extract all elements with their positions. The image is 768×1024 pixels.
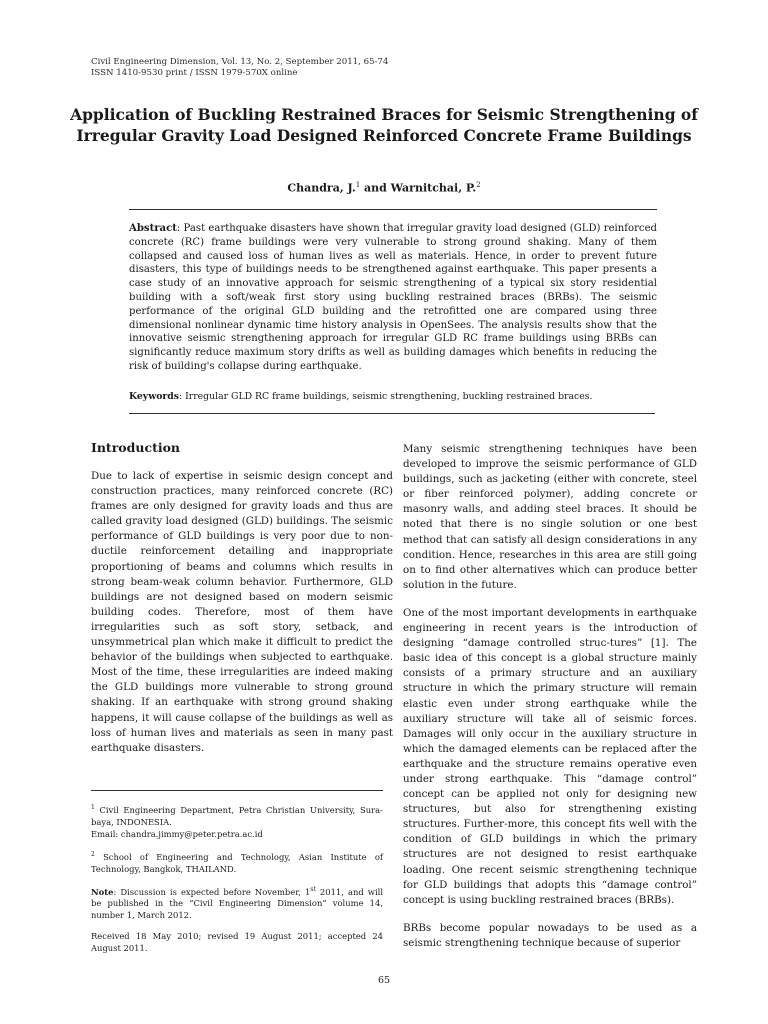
- author-2: Warnitchai, P.: [390, 181, 477, 195]
- footnote-2-text: School of Engineering and Technology, Asian Institute of Technology, Bangkok, THAILAND.: [91, 851, 383, 874]
- journal-header: [91, 57, 388, 79]
- footnote-1-mark: 1: [91, 804, 95, 811]
- paper-title: Application of Buckling Restrained Braces for Seismic Strengthening of Irregular Gravity Load Designed Reinforced Concrete Frame Buildings: [70, 105, 698, 145]
- author-1-affiliation-mark: 1: [355, 181, 361, 189]
- author-line: [70, 181, 698, 195]
- abstract-bottom-rule: [129, 413, 655, 414]
- journal-citation: Civil Engineering Dimension, Vol. 13, No. 2, September 2011, 65-74: [91, 57, 389, 67]
- footnote-2-mark: 2: [91, 850, 95, 858]
- footnote-1-email: Email: chandra.jimmy@peter.petra.ac.id: [91, 828, 263, 839]
- footnotes: [91, 802, 383, 963]
- intro-paragraph-2: Many seismic strengthening techniques have been developed to improve the seismic performance of GLD buildings, such as jacketing (either with concrete, steel or fiber reinforced polymer), adding concrete or masonry walls, and adding steel braces. It should be noted that there is no single solution or one best method that can satisfy all design considerations in any condition. Hence, researches in this area are still going on to find other alternatives which can produce better solution in the future.: [403, 443, 697, 591]
- journal-issn: ISSN 1410-9530 print / ISSN 1979-570X online: [91, 68, 298, 78]
- abstract-text: : Past earthquake disasters have shown that irregular gravity load designed (GLD) reinforced concrete (RC) frame buildings were very vulnerable to strong ground shaking. Many of them collapsed and caused loss of human lives as well as materials. Hence, in order to prevent future disasters, this type of buildings needs to be strengthened against earthquake. This paper presents a case study of an innovative approach for seismic strengthening of a typical six story residential building with a soft/weak first story using buckling restrained braces (BRBs). The seismic performance of the original GLD building and the retrofitted one are compared using three dimensional nonlinear dynamic time history analysis in OpenSees. The analysis results show that the innovative seismic strengthening approach for irregular GLD RC frame buildings using BRBs can significantly reduce maximum story drifts as well as building damages which benefits in reducing the risk of building's collapse during earthquake.: [129, 223, 657, 372]
- abstract-label: Abstract: [129, 223, 177, 234]
- footnote-1: [91, 802, 383, 840]
- note-text-b: 2011, and will be published in the “Civil Engineering Dimension” volume 14, number 1, March 2012.: [91, 886, 384, 921]
- abstract-top-rule: [129, 209, 657, 210]
- keywords: [129, 390, 657, 403]
- author-1: Chandra, J.: [287, 181, 356, 195]
- footnote-rule: [91, 790, 383, 791]
- note-label: Note: [91, 886, 114, 897]
- keywords-text: : Irregular GLD RC frame buildings, seismic strengthening, buckling restrained braces.: [179, 391, 593, 402]
- abstract: [129, 222, 657, 374]
- note-text-a: : Discussion is expected before November, 1: [113, 886, 311, 897]
- note-superscript: st: [310, 885, 316, 893]
- received-dates: Received 18 May 2010; revised 19 August 2011; accepted 24 August 2011.: [91, 931, 383, 954]
- footnote-1-text: Civil Engineering Department, Petra Christian University, Sura-baya, INDONESIA.: [91, 804, 383, 827]
- intro-paragraph-3: One of the most important developments in earthquake engineering in recent years is the introduction of designing “damage controlled struc-tures” [1]. The basic idea of this concept is a global structure mainly consists of a primary structure and an auxiliary structure in which the primary structure will remain elastic even under strong earthquake while the auxiliary structure will take all of seismic forces. Damages will only occur in the auxiliary structure in which the damaged elements can be replaced after the earthquake and the structure remains operative even under strong earthquake. This “damage control” concept can be applied not only for designing new structures, but also for strengthening existing structures. Further-more, this concept fits well with the condition of GLD buildings in which the primary structures are not designed to resist earthquake loading. One recent seismic strengthening technique for GLD buildings that adopts this “damage control” concept is using buckling restrained braces (BRBs).: [403, 606, 697, 906]
- footnote-2: [91, 849, 383, 875]
- author-conjunction: and: [360, 181, 391, 195]
- left-column: [91, 440, 393, 769]
- intro-paragraph-4: BRBs become popular nowadays to be used as a seismic strengthening technique because of superior: [403, 921, 697, 949]
- intro-paragraph-1: Due to lack of expertise in seismic design concept and construction practices, many reinforced concrete (RC) frames are only designed for gravity loads and thus are called gravity load designed (GLD) buildings. The seismic performance of GLD buildings is very poor due to non-ductile reinforcement detailing and inappropriate proportioning of beams and columns which results in strong beam-weak column behavior. Furthermore, GLD buildings are not designed based on modern seismic building codes. Therefore, most of them have irregularities such as soft story, setback, and unsymmetrical plan which make it difficult to predict the behavior of the buildings when subjected to earthquake. Most of the time, these irregularities are indeed making the GLD buildings more vulnerable to strong ground shaking. If an earthquake with strong ground shaking happens, it will cause collapse of the buildings as well as loss of human lives and materials as seen in many past earthquake disasters.: [91, 470, 393, 754]
- page-number: 65: [377, 975, 391, 986]
- section-heading-introduction: Introduction: [91, 440, 181, 455]
- right-column: [403, 442, 697, 964]
- author-2-affiliation-mark: 2: [476, 181, 481, 189]
- discussion-note: [91, 884, 383, 922]
- keywords-label: Keywords: [129, 391, 180, 402]
